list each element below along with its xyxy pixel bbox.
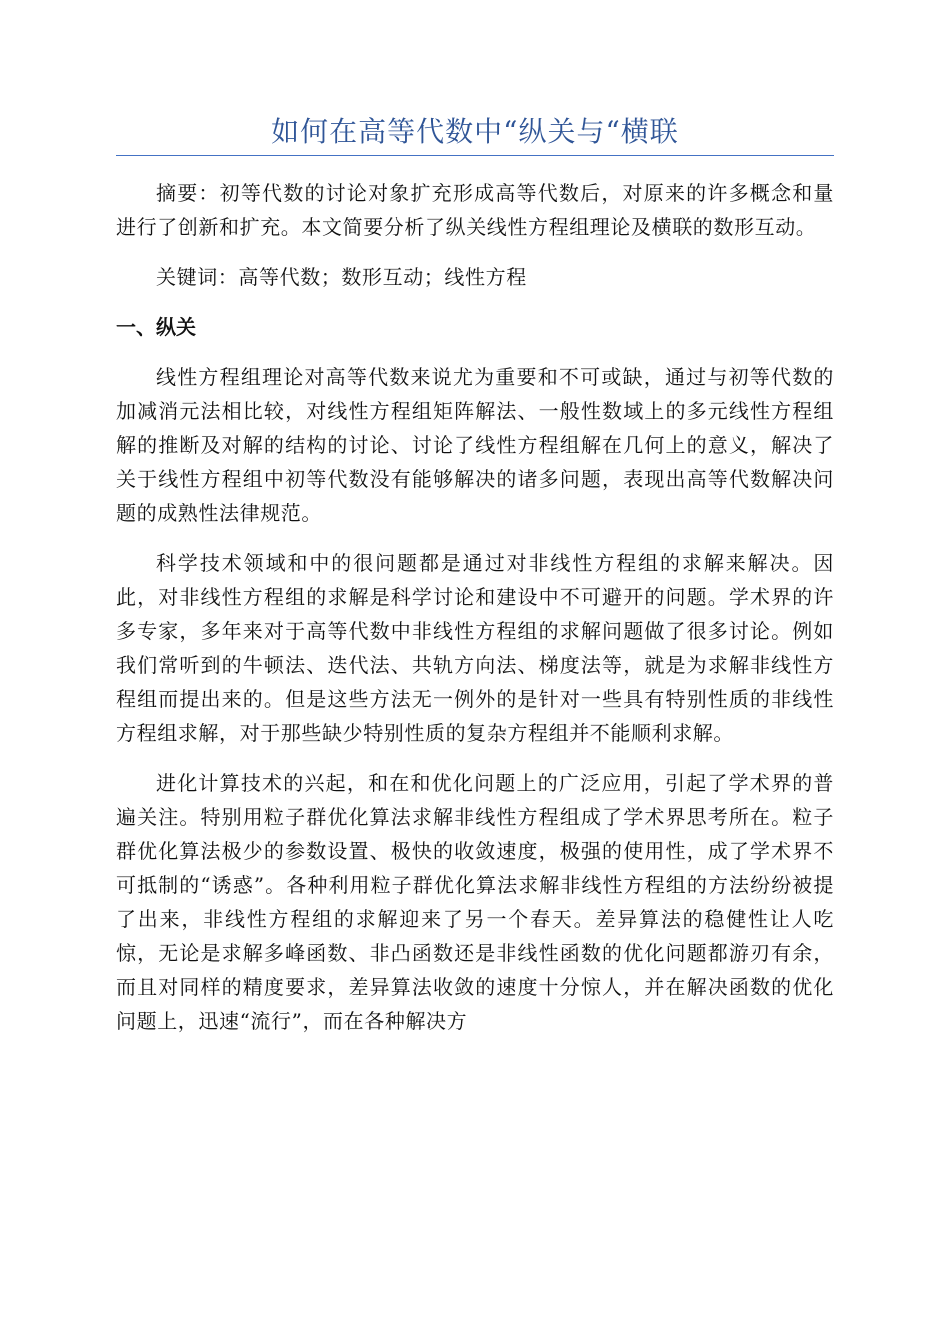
body-paragraph-1: 线性方程组理论对高等代数来说尤为重要和不可或缺，通过与初等代数的加减消元法相比较，对线性方程组矩阵解法、一般性数域上的多元线性方程组解的推断及对解的结构的讨论、讨论了线性方程组解在几何上的意义，解决了关于线性方程组中初等代数没有能够解决的诸多问题，表现出高等代数解决问题的成熟性法律规范。: [116, 365, 834, 525]
section-heading-1: 一、纵关: [116, 315, 196, 339]
document-body: [116, 176, 834, 1054]
keywords-paragraph: 关键词：高等代数；数形互动；线性方程: [156, 265, 527, 289]
abstract-paragraph: 摘要：初等代数的讨论对象扩充形成高等代数后，对原来的许多概念和量进行了创新和扩充。本文简要分析了纵关线性方程组理论及横联的数形互动。: [116, 181, 834, 239]
document-title: 如何在高等代数中“纵关与“横联: [271, 115, 679, 148]
body-paragraph-3: 进化计算技术的兴起，和在和优化问题上的广泛应用，引起了学术界的普遍关注。特别用粒子群优化算法求解非线性方程组成了学术界思考所在。粒子群优化算法极少的参数设置、极快的收敛速度，极强的使用性，成了学术界不可抵制的“诱惑”。各种利用粒子群优化算法求解非线性方程组的方法纷纷被提了出来，非线性方程组的求解迎来了另一个春天。差异算法的稳健性让人吃惊，无论是求解多峰函数、非凸函数还是非线性函数的优化问题都游刃有余，而且对同样的精度要求，差异算法收敛的速度十分惊人，并在解决函数的优化问题上，迅速“流行”，而在各种解决方: [116, 771, 834, 1033]
title-underline: [116, 155, 834, 156]
body-paragraph-2: 科学技术领域和中的很问题都是通过对非线性方程组的求解来解决。因此，对非线性方程组的求解是科学讨论和建设中不可避开的问题。学术界的许多专家，多年来对于高等代数中非线性方程组的求解问题做了很多讨论。例如我们常听到的牛顿法、迭代法、共轨方向法、梯度法等，就是为求解非线性方程组而提出来的。但是这些方法无一例外的是针对一些具有特别性质的非线性方程组求解，对于那些缺少特别性质的复杂方程组并不能顺利求解。: [116, 551, 834, 745]
